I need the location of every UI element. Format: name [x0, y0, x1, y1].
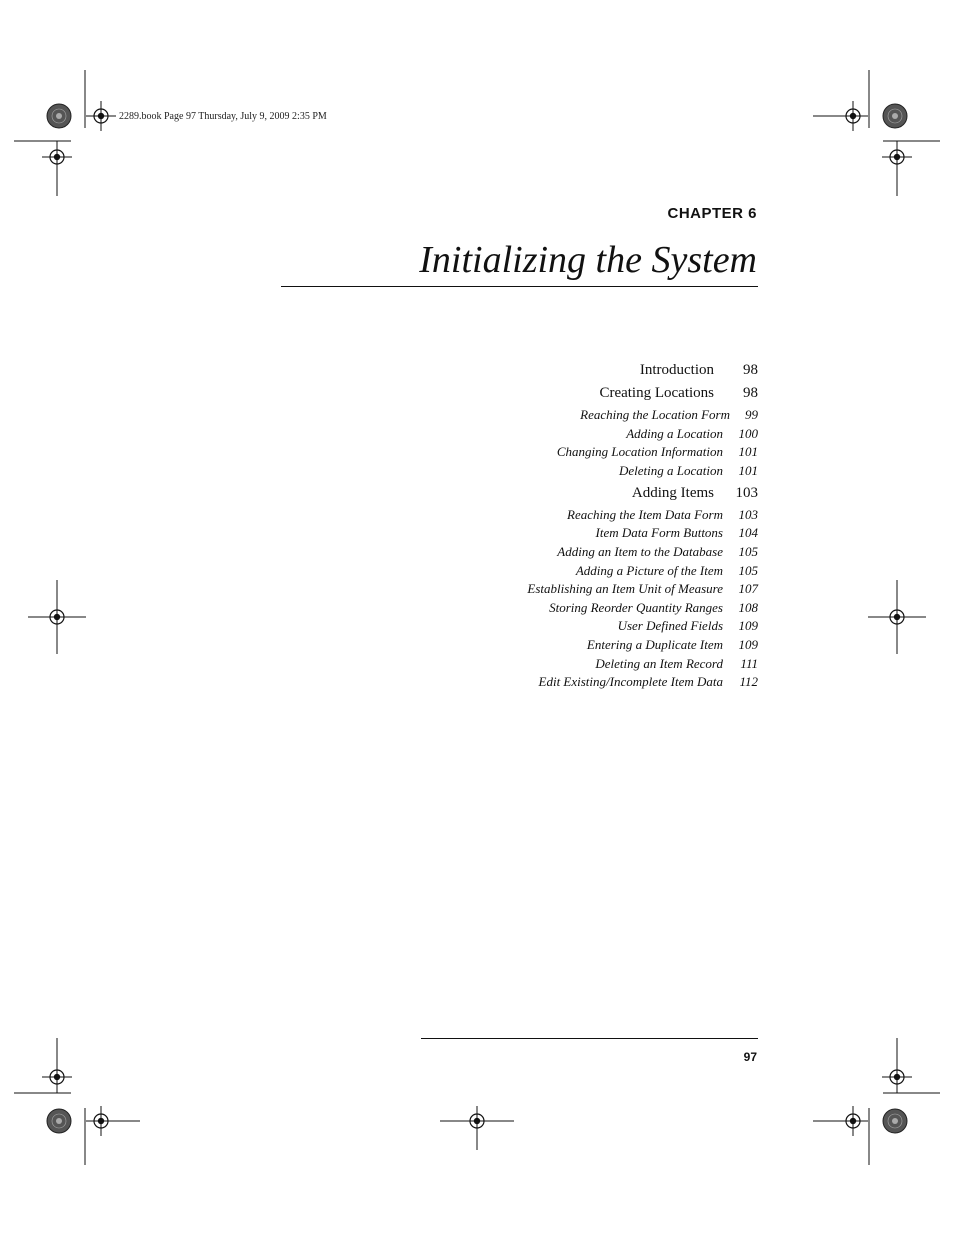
toc-entry-label: Reaching the Item Data Form	[567, 506, 723, 522]
toc-entry-label: Creating Locations	[599, 385, 714, 401]
toc-entry-label: Adding a Picture of the Item	[575, 562, 723, 578]
toc-entry[interactable]	[158, 542, 758, 562]
toc-entry-page: 103	[738, 506, 758, 522]
toc-entry-label: User Defined Fields	[617, 618, 723, 634]
toc-entry[interactable]	[158, 616, 758, 636]
toc-entry-label: Edit Existing/Incomplete Item Data	[538, 674, 723, 690]
toc-entry-label: Introduction	[639, 362, 714, 378]
toc-entry-label: Entering a Duplicate Item	[586, 637, 723, 652]
page-number: 97	[743, 1050, 757, 1064]
toc-entry[interactable]	[158, 579, 758, 599]
toc-entry[interactable]	[158, 483, 758, 503]
toc-entry-page: 109	[738, 618, 758, 634]
toc-entry-label: Adding an Item to the Database	[557, 544, 723, 559]
footer-rule	[421, 1038, 758, 1039]
toc-entry-label: Adding Items	[631, 484, 714, 501]
toc-entry[interactable]	[158, 672, 758, 692]
toc-entry-page: 105	[738, 544, 758, 559]
toc-entry-page: 98	[743, 385, 758, 401]
toc-entry-page: 108	[738, 599, 758, 615]
toc-entry[interactable]	[158, 523, 758, 543]
toc-entry-label: Adding a Location	[626, 425, 723, 441]
toc-entry[interactable]	[158, 360, 758, 380]
toc-entry-label: Item Data Form Buttons	[595, 525, 723, 541]
toc-entry[interactable]	[158, 424, 758, 444]
toc-entry-page: 100	[738, 425, 758, 441]
toc-entry-page: 99	[745, 407, 758, 422]
toc-entry[interactable]	[158, 598, 758, 618]
toc-entry-page: 101	[738, 462, 758, 478]
toc-entry-label: Deleting a Location	[619, 462, 723, 478]
toc-entry-page: 112	[739, 674, 758, 690]
toc-entry-label: Deleting an Item Record	[595, 655, 723, 671]
toc-entry-label: Changing Location Information	[556, 444, 723, 460]
toc-entry[interactable]	[158, 461, 758, 481]
toc-entry[interactable]	[158, 561, 758, 581]
toc-entry-page: 104	[738, 525, 758, 541]
print-slug: 2289.book Page 97 Thursday, July 9, 2009 2:35 PM	[119, 111, 327, 122]
toc-entry[interactable]	[158, 383, 758, 403]
toc-entry-page: 105	[738, 562, 758, 578]
toc-entry[interactable]	[158, 654, 758, 674]
toc-entry-page: 107	[738, 581, 758, 597]
toc-entry-label: Storing Reorder Quantity Ranges	[549, 599, 723, 615]
chapter-label: CHAPTER 6	[667, 205, 757, 222]
toc-entry-label: Reaching the Location Form	[580, 407, 730, 422]
toc-entry[interactable]	[158, 405, 758, 425]
toc-entry-page: 111	[740, 655, 758, 671]
toc-entry-page: 101	[738, 444, 758, 460]
toc-entry-page: 109	[738, 637, 758, 652]
toc-entry-page: 103	[735, 484, 758, 501]
title-rule	[281, 286, 758, 287]
toc-entry-page: 98	[743, 362, 758, 378]
toc-entry[interactable]	[158, 635, 758, 655]
toc-entry-label: Establishing an Item Unit of Measure	[527, 581, 723, 597]
toc-entry[interactable]	[158, 505, 758, 525]
toc-entry[interactable]	[158, 442, 758, 462]
chapter-title: Initializing the System	[419, 239, 757, 281]
